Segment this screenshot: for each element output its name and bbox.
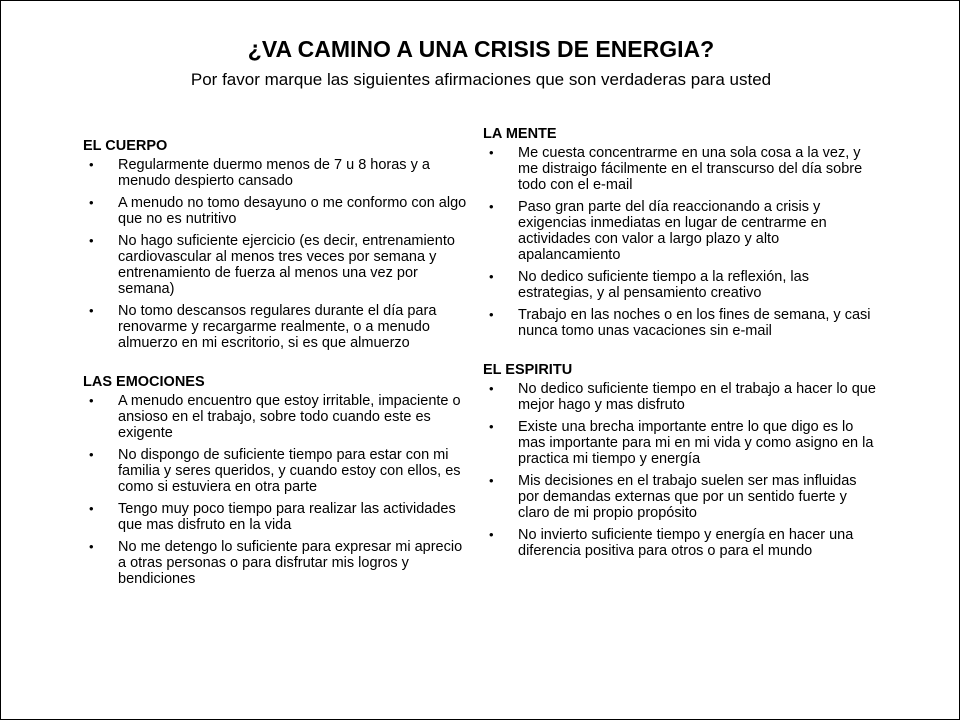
section-heading-emotions: LAS EMOCIONES — [83, 374, 205, 390]
statement-item: • A menudo no tomo desayuno o me conformo con algo que no es nutritivo — [83, 195, 471, 227]
emotions-statement-list — [83, 393, 471, 587]
section-heading-body: EL CUERPO — [83, 138, 168, 154]
statement-item: • No dedico suficiente tiempo en el trabajo a hacer lo que mejor hago y mas disfruto — [483, 381, 879, 413]
statement-item: • Existe una brecha importante entre lo que digo es lo mas importante para mi en mi vida y como asigno en la practica mi tiempo y energía — [483, 419, 879, 467]
page-subtitle: Por favor marque las siguientes afirmaciones que son verdaderas para usted — [190, 70, 772, 89]
statement-item: • Paso gran parte del día reaccionando a crisis y exigencias inmediatas en lugar de centrarme en actividades con valor a largo plazo y alto apalancamiento — [483, 199, 879, 263]
body-statement-list — [83, 157, 471, 351]
statement-item: • No dispongo de suficiente tiempo para estar con mi familia y seres queridos, y cuando estoy con ellos, es como si estuviera en otra parte — [83, 447, 471, 495]
statement-item: • Regularmente duermo menos de 7 u 8 horas y a menudo despierto cansado — [83, 157, 471, 189]
section-spirit — [483, 361, 879, 559]
statement-item: • Mis decisiones en el trabajo suelen ser mas influidas por demandas externas que por un sentido fuerte y claro de mi propio propósito — [483, 473, 879, 521]
section-emotions — [83, 373, 471, 587]
statement-item: • A menudo encuentro que estoy irritable, impaciente o ansioso en el trabajo, sobre todo cuando este es exigente — [83, 393, 471, 441]
statement-item: • Me cuesta concentrarme en una sola cosa a la vez, y me distraigo fácilmente en el transcurso del día sobre todo con el e-mail — [483, 145, 879, 193]
page-title: ¿VA CAMINO A UNA CRISIS DE ENERGIA? — [247, 36, 715, 62]
statement-item: • Tengo muy poco tiempo para realizar las actividades que mas disfruto en la vida — [83, 501, 471, 533]
statement-item: • No invierto suficiente tiempo y energía en hacer una diferencia positiva para otros o para el mundo — [483, 527, 879, 559]
right-column — [483, 125, 879, 581]
left-column — [83, 125, 471, 609]
statement-item: • No dedico suficiente tiempo a la reflexión, las estrategias, y al pensamiento creativo — [483, 269, 879, 301]
statement-item: • No hago suficiente ejercicio (es decir, entrenamiento cardiovascular al menos tres veces por semana y entrenamiento de fuerza al menos una vez por semana) — [83, 233, 471, 297]
section-heading-mind: LA MENTE — [483, 126, 557, 142]
statement-item: • Trabajo en las noches o en los fines de semana, y casi nunca tomo unas vacaciones sin e-mail — [483, 307, 879, 339]
mind-statement-list — [483, 145, 879, 339]
statement-item: • No tomo descansos regulares durante el día para renovarme y recargarme realmente, o a menudo almuerzo en mi escritorio, si es que almuerzo — [83, 303, 471, 351]
statement-item: • No me detengo lo suficiente para expresar mi aprecio a otras personas o para disfrutar mis logros y bendiciones — [83, 539, 471, 587]
title-block — [1, 35, 960, 91]
section-mind — [483, 125, 879, 339]
section-body — [83, 137, 471, 351]
section-heading-spirit: EL ESPIRITU — [483, 362, 573, 378]
spirit-statement-list — [483, 381, 879, 559]
